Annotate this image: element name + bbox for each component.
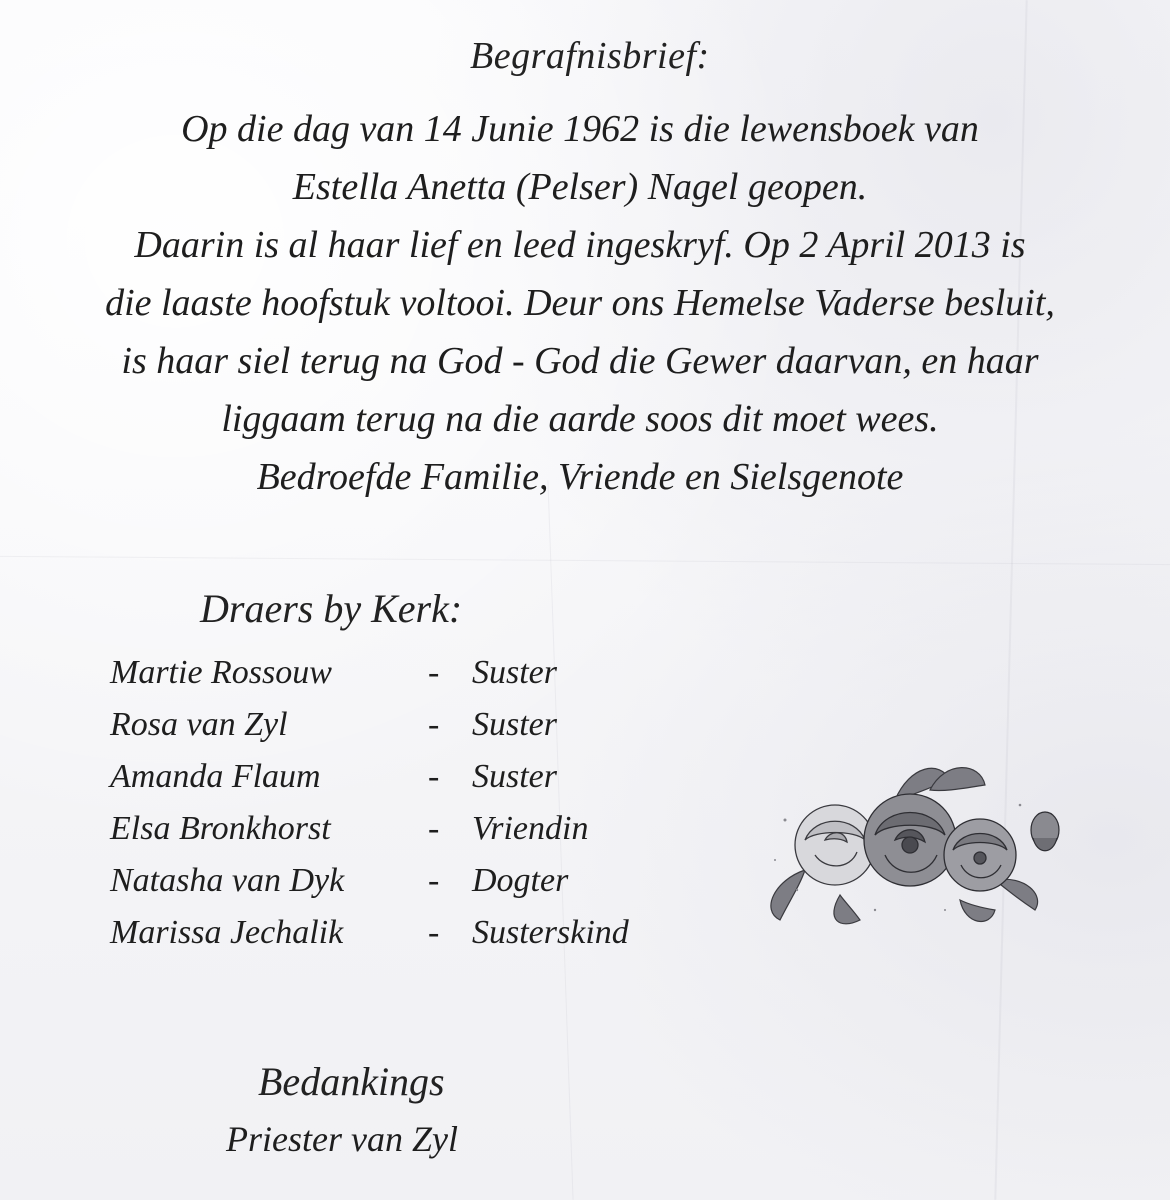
bearer-separator: - <box>428 914 440 951</box>
bearer-row <box>110 758 670 810</box>
bearer-separator: - <box>428 758 440 795</box>
bearer-name: Amanda Flaum <box>110 758 321 795</box>
bearer-separator: - <box>428 654 440 691</box>
notice-line: is haar siel terug na God - God die Gewer daarvan, en haar <box>121 340 1039 382</box>
notice-line: Bedroefde Familie, Vriende en Sielsgenote <box>256 456 904 498</box>
bearer-row <box>110 862 670 914</box>
bearer-name: Marissa Jechalik <box>110 914 344 951</box>
notice-line: Estella Anetta (Pelser) Nagel geopen. <box>292 166 868 208</box>
notice-line: Daarin is al haar lief en leed ingeskryf. Op 2 April 2013 is <box>134 224 1026 266</box>
bearer-relation: Dogter <box>472 862 569 899</box>
thanks-name: Priester van Zyl <box>226 1119 458 1159</box>
bearer-relation: Suster <box>472 706 557 743</box>
bearer-name: Rosa van Zyl <box>110 706 288 743</box>
bearer-relation: Suster <box>472 758 557 795</box>
bearer-separator: - <box>428 706 440 743</box>
bearers-heading: Draers by Kerk: <box>200 586 463 631</box>
bearer-name: Martie Rossouw <box>110 654 332 691</box>
bearer-name: Natasha van Dyk <box>110 862 345 899</box>
bearers-list <box>110 654 670 966</box>
bearer-relation: Susterskind <box>472 914 629 951</box>
thanks-heading: Bedankings <box>258 1059 445 1104</box>
notice-line: liggaam terug na die aarde soos dit moet wees. <box>221 398 939 440</box>
bearer-row <box>110 810 670 862</box>
roses-illustration-icon <box>745 760 1075 930</box>
notice-line: Op die dag van 14 Junie 1962 is die lewensboek van <box>181 108 979 150</box>
bearer-relation: Suster <box>472 654 557 691</box>
notice-line: die laaste hoofstuk voltooi. Deur ons Hemelse Vaderse besluit, <box>105 282 1055 324</box>
bearer-relation: Vriendin <box>472 810 589 847</box>
paper-fold-crease <box>0 556 1170 565</box>
bearer-separator: - <box>428 862 440 899</box>
notice-title: Begrafnisbrief: <box>470 35 710 77</box>
bearer-row <box>110 654 670 706</box>
notice-text <box>40 100 1120 506</box>
bearer-name: Elsa Bronkhorst <box>110 810 331 847</box>
bearer-row <box>110 914 670 966</box>
bearer-row <box>110 706 670 758</box>
bearer-separator: - <box>428 810 440 847</box>
